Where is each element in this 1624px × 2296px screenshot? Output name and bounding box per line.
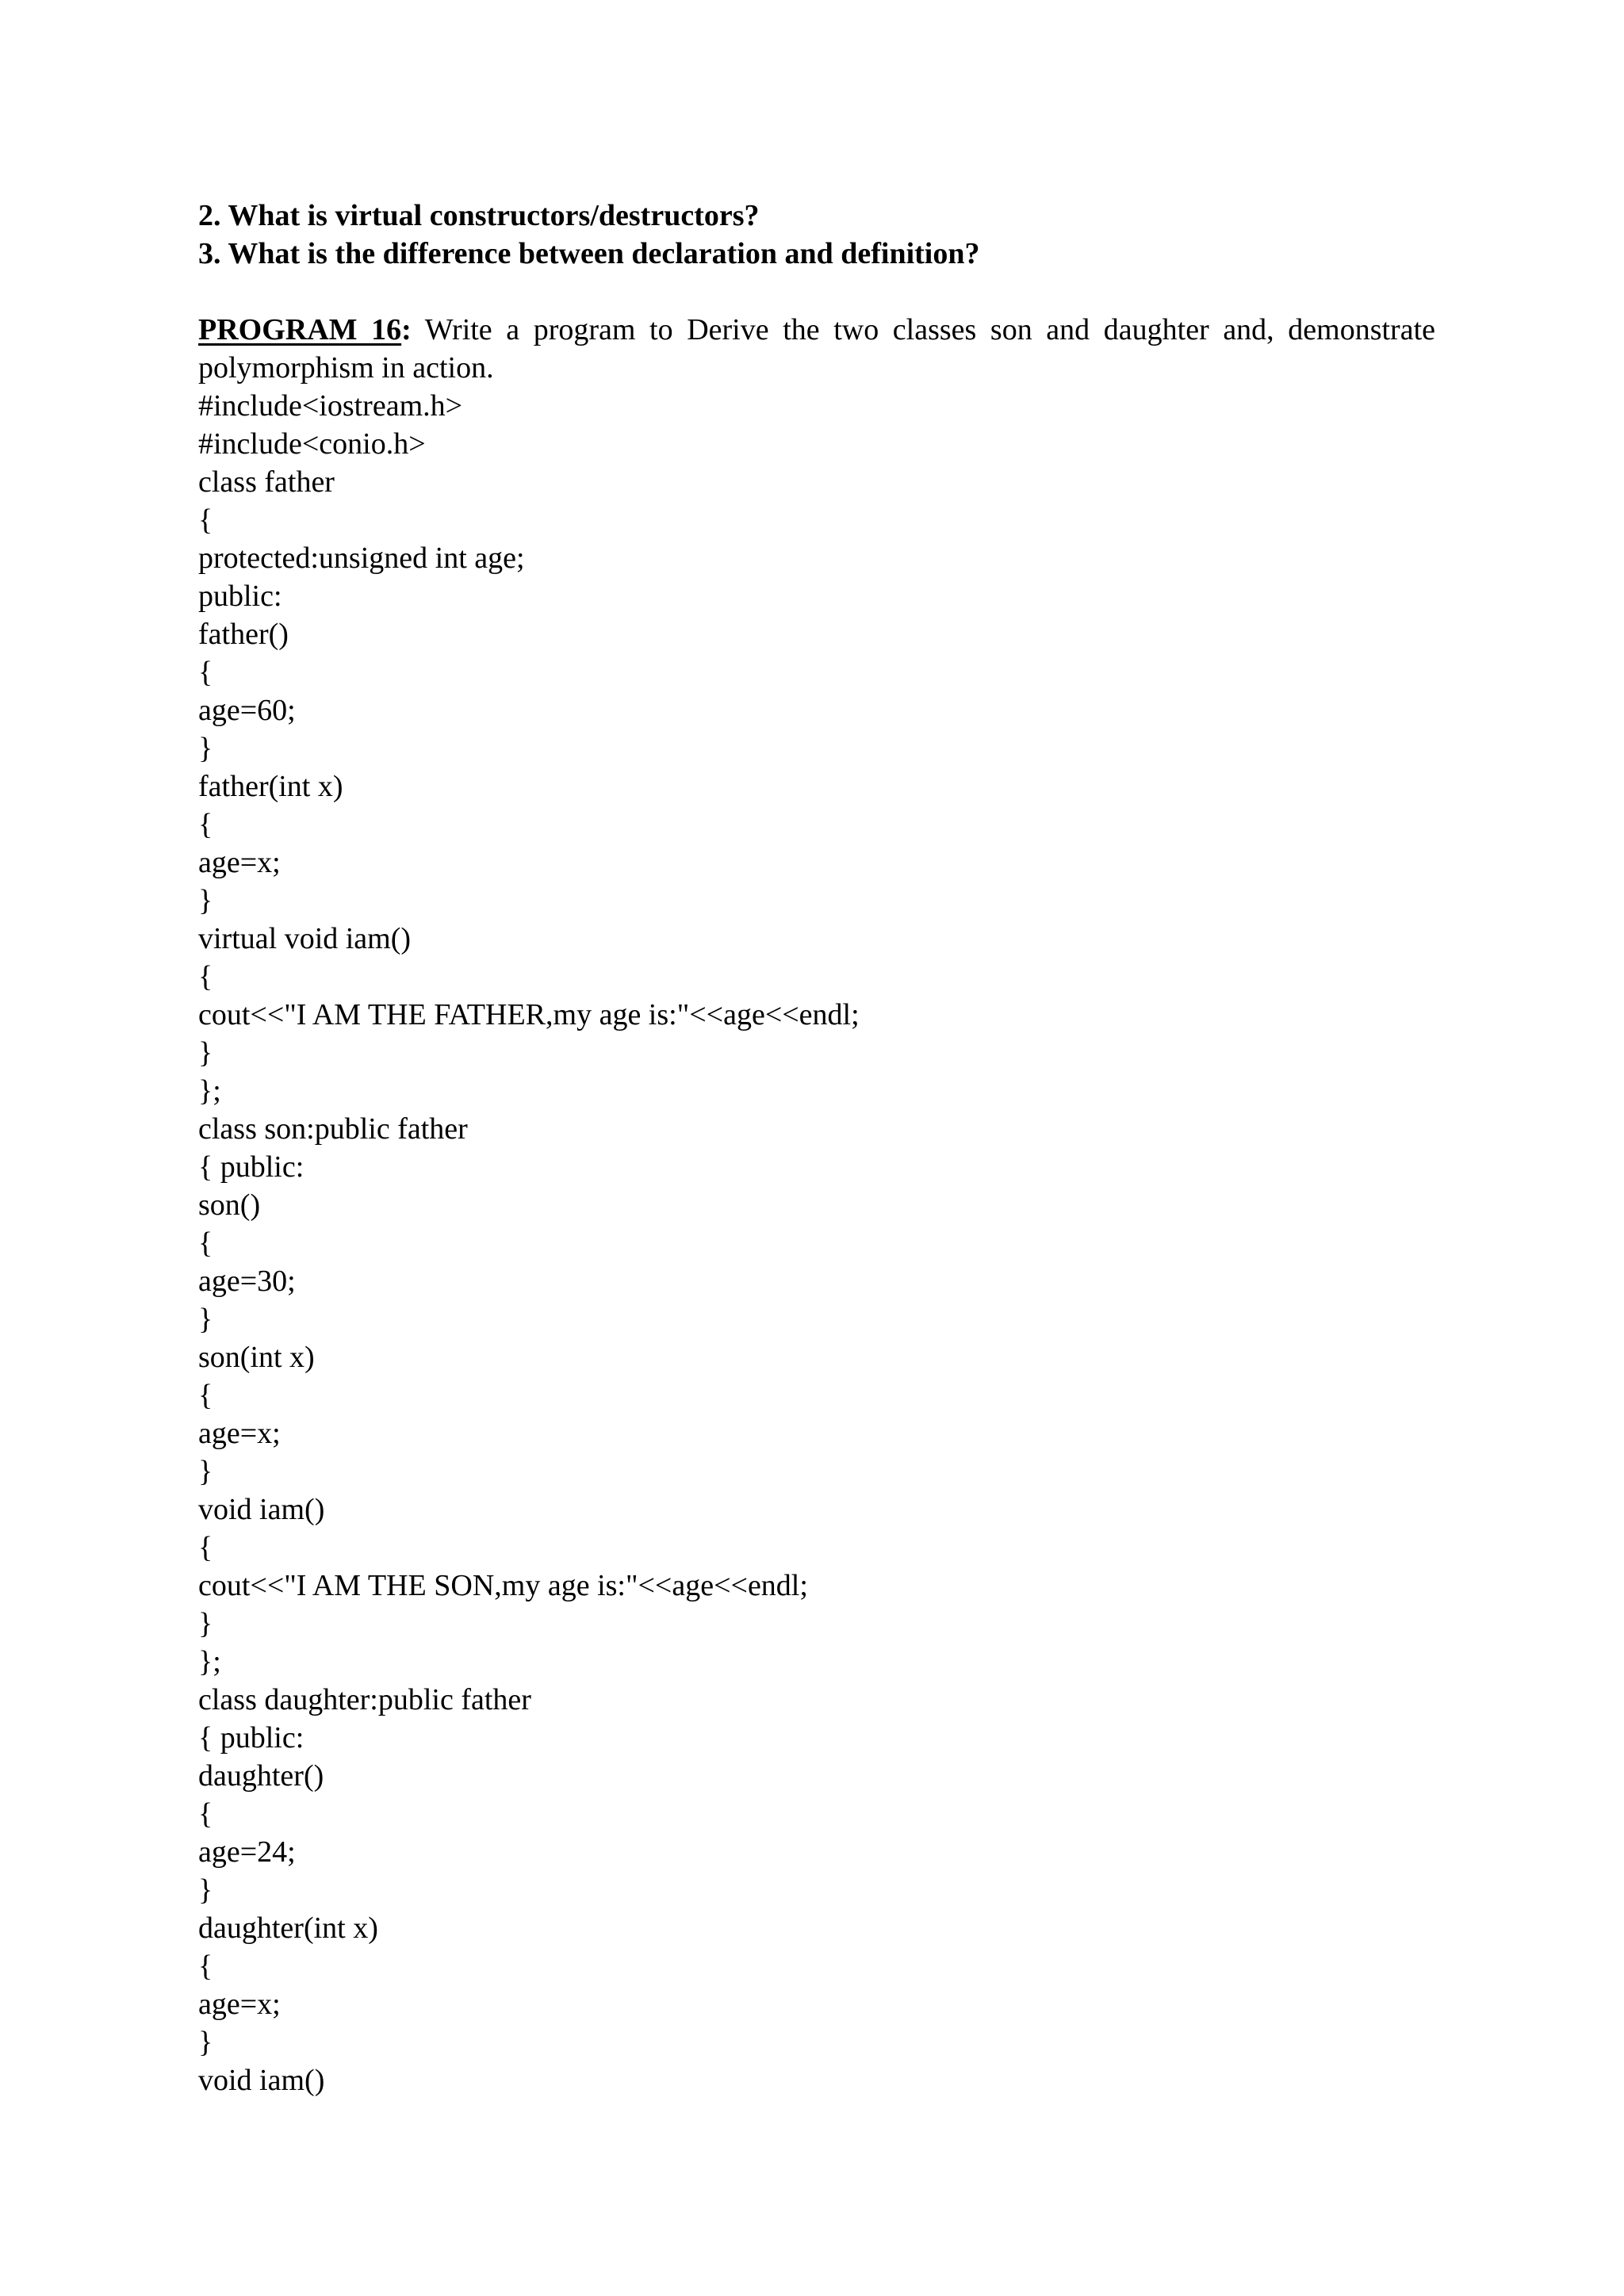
blank-line	[198, 273, 1435, 311]
code-line: protected:unsigned int age;	[198, 541, 525, 575]
code-line: class father	[198, 465, 335, 499]
code-line: son(int x)	[198, 1341, 315, 1374]
code-line: }	[198, 884, 213, 917]
code-line: void iam()	[198, 1493, 325, 1526]
code-line: cout<<"I AM THE SON,my age is:"<<age<<endl;	[198, 1569, 808, 1602]
code-line: }	[198, 1607, 213, 1640]
question-3: 3. What is the difference between declaration and definition?	[198, 237, 980, 270]
code-line: class daughter:public father	[198, 1683, 531, 1716]
code-line: age=x;	[198, 846, 281, 879]
question-2: 2. What is virtual constructors/destructors?	[198, 199, 760, 232]
code-line: {	[198, 1226, 213, 1260]
code-line: }	[198, 1455, 213, 1488]
code-line: age=x;	[198, 1417, 281, 1450]
code-line: virtual void iam()	[198, 922, 412, 955]
code-line: }	[198, 2026, 213, 2059]
program-label-colon: :	[401, 313, 412, 346]
program-heading	[198, 311, 1435, 387]
code-line: cout<<"I AM THE FATHER,my age is:"<<age<<endl;	[198, 998, 860, 1031]
code-line: son()	[198, 1188, 261, 1222]
code-line: {	[198, 503, 213, 537]
code-line: { public:	[198, 1150, 304, 1184]
code-line: father()	[198, 618, 289, 651]
code-line: { public:	[198, 1721, 304, 1755]
program-description: Write a program to Derive the two classes son and daughter and, demonstrate polymorphism in action.	[198, 313, 1435, 385]
code-line: #include<conio.h>	[198, 427, 426, 461]
code-line: father(int x)	[198, 770, 343, 803]
code-line: {	[198, 808, 213, 841]
code-line: void iam()	[198, 2064, 325, 2097]
code-line: }	[198, 1303, 213, 1336]
code-line: age=24;	[198, 1835, 296, 1869]
code-line: {	[198, 1379, 213, 1412]
code-line: daughter()	[198, 1759, 324, 1793]
code-line: {	[198, 960, 213, 993]
program-label: PROGRAM 16	[198, 313, 402, 346]
code-line: public:	[198, 580, 282, 613]
code-line: #include<iostream.h>	[198, 389, 463, 423]
code-line: {	[198, 1531, 213, 1564]
code-line: age=30;	[198, 1265, 296, 1298]
code-line: age=x;	[198, 1988, 281, 2021]
code-line: class son:public father	[198, 1112, 468, 1146]
code-line: }	[198, 1036, 213, 1070]
code-line: {	[198, 656, 213, 689]
page-content	[198, 197, 1435, 2099]
code-line: {	[198, 1797, 213, 1831]
code-line: }	[198, 732, 213, 765]
code-line: daughter(int x)	[198, 1911, 378, 1945]
code-listing	[198, 387, 1435, 2099]
code-line: };	[198, 1074, 221, 1108]
code-line: }	[198, 1873, 213, 1907]
code-line: age=60;	[198, 694, 296, 727]
code-line: {	[198, 1950, 213, 1983]
code-line: };	[198, 1645, 221, 1678]
